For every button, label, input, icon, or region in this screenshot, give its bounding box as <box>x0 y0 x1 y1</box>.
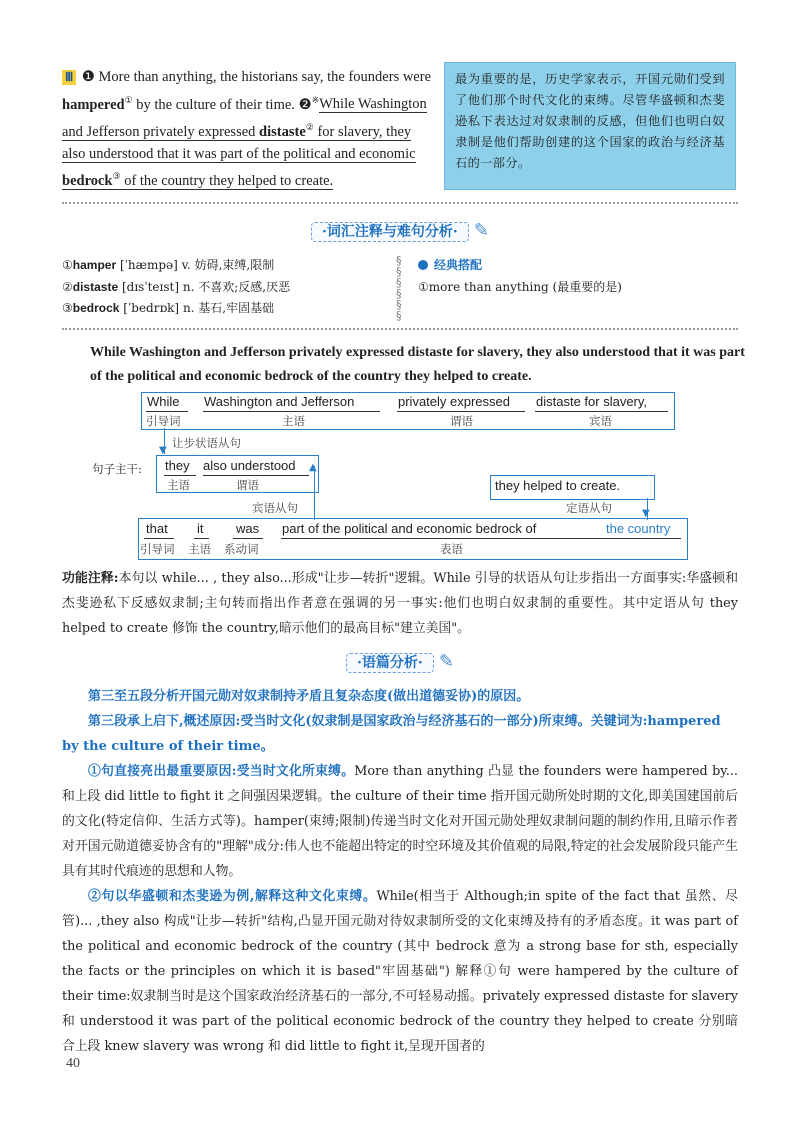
section-title: ·语篇分析· <box>346 653 434 673</box>
keyword-bedrock: bedrock <box>62 173 113 190</box>
vocab-item <box>62 298 290 320</box>
paragraph-head: ②句以华盛顿和杰斐逊为例,解释这种文化束缚。 <box>88 889 377 904</box>
vocab-num: ② <box>62 279 73 294</box>
vocab-ipa: [ˈhæmpə] <box>119 258 178 272</box>
vocab-num: ③ <box>62 301 73 315</box>
vocab-list <box>62 255 290 320</box>
diagram-label: 主语 <box>167 478 190 492</box>
diagram-label: 谓语 <box>236 478 259 492</box>
keyword-distaste: distaste <box>259 123 306 140</box>
concession-clause-box <box>141 392 675 430</box>
vocab-def: n. 不喜欢;反感,厌恶 <box>182 279 291 294</box>
diagram-word: they helped to create. <box>495 478 621 493</box>
page-number: 40 <box>66 1056 80 1071</box>
diagram-word: privately expressed <box>398 394 510 409</box>
vocab-word: bedrock <box>72 301 120 315</box>
sentence-number: ❶ <box>81 69 95 85</box>
collocation-title: 经典搭配 <box>434 258 483 272</box>
discourse-line: 第三至五段分析开国元勋对奴隶制持矛盾且复杂态度(做出道德妥协)的原因。 <box>88 689 530 704</box>
diagram-label: 谓语 <box>450 414 473 428</box>
sentence-2-part-b: for slavery, they also understood that it was part of the political and economic <box>62 123 416 163</box>
function-note-label: 功能注释: <box>62 571 119 586</box>
paragraph-marker: Ⅲ <box>62 70 76 85</box>
discourse-section-header <box>0 651 800 672</box>
note-ref: ① <box>124 94 133 105</box>
keyword-hampered: hampered <box>62 96 125 113</box>
diagram-label: 引导词 <box>140 542 175 556</box>
analysis-sentence: While Washington and Jefferson privately expressed distaste for slavery, they also understood that it was part of the political and economic bedrock of the country they helped to create. <box>90 345 745 384</box>
diagram-label: 主语 <box>188 542 211 556</box>
divider <box>62 202 738 204</box>
vocab-num: ① <box>62 258 73 272</box>
passage-paragraph <box>62 66 432 193</box>
diagram-word: also understood <box>203 458 296 473</box>
divider <box>62 328 738 330</box>
diagram-word: was <box>236 521 260 536</box>
vocab-word: distaste <box>72 279 119 294</box>
diagram-word: that <box>146 521 168 536</box>
discourse-line: 第三段承上启下,概述原因:受当时文化(奴隶制是国家政治与经济基石的一部分)所束缚。关键词为:hampered by the culture of their time。 <box>62 714 721 754</box>
diagram-label: 表语 <box>440 542 463 556</box>
sentence-1-text: More than anything, the historians say, the founders were <box>98 69 432 85</box>
translation-box: 最为重要的是，历史学家表示，开国元勋们受到了他们那个时代文化的束缚。尽管华盛顿和杰斐逊私下表达过对奴隶制的反感，但他们也明白奴隶制是他们帮助创建的这个国家的政治与经济基石的一部分。 <box>444 62 736 190</box>
vocab-def: n. 基石,牢固基础 <box>182 301 275 315</box>
diagram-label: 宾语 <box>589 414 612 428</box>
collocation-header <box>418 255 622 277</box>
diagram-label: 宾语从句 <box>252 501 298 515</box>
diagram-word: While <box>147 394 180 409</box>
difficult-sentence-mark: ※ <box>311 94 320 105</box>
function-note <box>62 566 738 641</box>
function-note-text: 本句以 while... , they also...形成"让步—转折"逻辑。While 引导的状语从句让步指出一方面事实:华盛顿和杰斐逊私下反感奴隶制;主句转而指出作者意在强调的另一事实:他们也明白奴隶制的重要性。其中定语从句 they helped to create 修饰 the country,暗示他们的最高目标"建立美国"。 <box>62 571 738 636</box>
object-clause-box <box>138 518 688 560</box>
diagram-word-highlight: the country <box>606 521 671 536</box>
arrow-up-icon: ▲ <box>309 462 317 473</box>
note-ref: ② <box>305 121 314 132</box>
diagram-label: 主语 <box>282 414 305 428</box>
main-clause-box <box>156 455 319 493</box>
collocation-item: ①more than anything (最重要的是) <box>418 279 622 294</box>
sentence-2-part-a: While Washington and Jefferson privately expressed <box>62 96 427 140</box>
main-clause-label: 句子主干: <box>92 462 142 476</box>
diagram-word: distaste for slavery, <box>536 394 648 409</box>
sentence-1-text-end: by the culture of their time. <box>132 96 295 113</box>
discourse-paragraph-2 <box>62 884 738 1059</box>
spiral-divider: § § § § § § <box>396 254 402 322</box>
collocation-list <box>418 255 622 298</box>
diagram-label: 让步状语从句 <box>172 436 241 450</box>
diagram-word: it <box>197 521 204 536</box>
paragraph-head: ①句直接亮出最重要原因:受当时文化所束缚。 <box>88 764 355 779</box>
section-title: ·词汇注释与难句分析· <box>311 222 469 242</box>
paragraph-body: More than anything 凸显 the founders were hampered by... 和上段 did little to fight it 之间强因果逻辑。the culture of their time 指开国元勋所处时期的文化,即美国建国前后的文化(特定信仰、生活方式等)。hamper(束缚;限制)传递当时文化对开国元勋处理奴隶制问题的制约作用,且暗示作者对开国元勋道德妥协含有的"理解"成分:伟人也不能超出特定的时空环境及其价值观的局限,特定的社会发展阶段只能产生具有其时代痕迹的思想和人物。 <box>62 764 738 879</box>
discourse-body <box>62 684 738 1059</box>
diagram-label: 定语从句 <box>566 501 612 515</box>
note-ref: ③ <box>112 171 121 182</box>
discourse-paragraph-1 <box>62 759 738 884</box>
diagram-word: Washington and Jefferson <box>204 394 355 409</box>
vocab-section-header <box>0 220 800 241</box>
diagram-label: 引导词 <box>146 414 181 428</box>
sentence-2-part-c: of the country they helped to create. <box>120 173 334 190</box>
sentence-number: ❷ <box>298 96 312 113</box>
vocab-item <box>62 255 290 277</box>
diagram-label: 系动词 <box>224 542 259 556</box>
arrow-down-icon: ▼ <box>159 445 167 456</box>
vocab-ipa: [ˈbedrɒk] <box>123 301 180 315</box>
vocab-ipa: [dɪsˈteɪst] <box>121 279 180 294</box>
paragraph-body: While(相当于 Although;in spite of the fact that 虽然、尽管)... ,they also 构成"让步—转折"结构,凸显开国元勋对待奴隶制所受的文化束缚及持有的矛盾态度。it was part of the political and economic bedrock of the country (其中 bedrock 意为 a strong base for sth, especially the facts or the principles on which it is based"牢固基础") 解释①句 were hampered by the culture of their time:奴隶制当时是这个国家政治经济基石的一部分,不可轻易动摇。privately expressed distaste for slavery 和 understood it was part of the political economic bedrock of the country they helped to create 分别暗合上段 knew slavery was wrong 和 did little to fight it,呈现开国者的 <box>62 889 738 1054</box>
pen-icon: ✎ <box>473 220 489 241</box>
diagram-word: part of the political and economic bedrock of <box>282 521 537 536</box>
arrow-down-icon: ▼ <box>642 508 650 519</box>
vocab-word: hamper <box>72 258 117 272</box>
diagram-word: they <box>165 458 190 473</box>
vocab-item <box>62 277 290 299</box>
vocab-def: v. 妨碍,束缚,限制 <box>181 258 275 272</box>
pen-icon: ✎ <box>438 651 454 672</box>
relative-clause-box <box>490 475 655 500</box>
bullet-dot-icon <box>418 260 428 270</box>
